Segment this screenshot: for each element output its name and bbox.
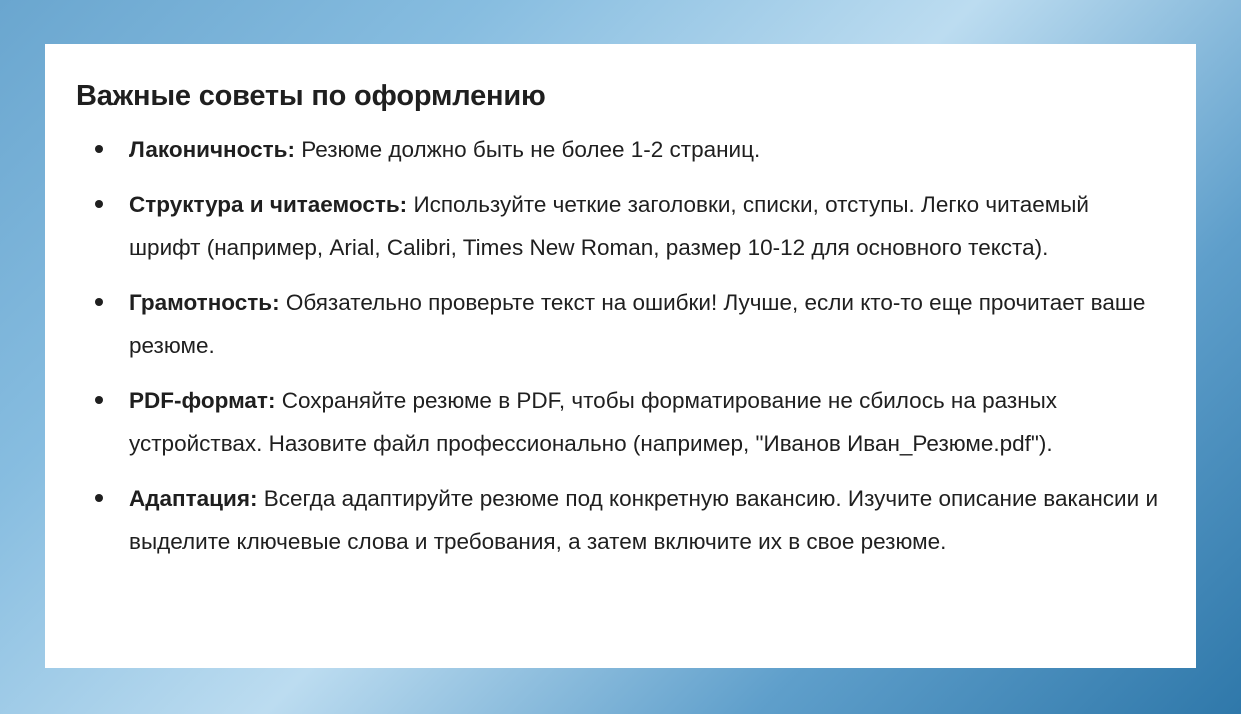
tip-text: Резюме должно быть не более 1-2 страниц. — [301, 137, 761, 162]
bullet-icon — [95, 145, 103, 153]
tip-text: Используйте четкие заголовки, списки, отступы. Легко читаемый шрифт (например, Arial, Calibri, Times New Roman, размер 10-12 для основного текста). — [129, 192, 1089, 260]
tip-item-structure — [76, 183, 1166, 269]
tip-item-literacy — [76, 281, 1166, 367]
tip-item-adaptation — [76, 477, 1166, 563]
bullet-icon — [95, 494, 103, 502]
content-card — [45, 44, 1196, 668]
page-title: Важные советы по оформлению — [76, 80, 546, 112]
tips-list — [76, 128, 1166, 563]
tip-title: PDF-формат: — [129, 388, 282, 413]
bullet-icon — [95, 298, 103, 306]
tip-text: Всегда адаптируйте резюме под конкретную вакансию. Изучите описание вакансии и выделите ключевые слова и требования, а затем включите их в свое резюме. — [129, 486, 1159, 554]
bullet-icon — [95, 200, 103, 208]
tip-title: Лаконичность: — [129, 137, 302, 162]
tip-title: Структура и читаемость: — [129, 192, 414, 217]
tip-title: Грамотность: — [129, 290, 286, 315]
tip-item-conciseness — [76, 128, 1166, 171]
tip-text: Обязательно проверьте текст на ошибки! Лучше, если кто-то еще прочитает ваше резюме. — [129, 290, 1146, 358]
tip-text: Сохраняйте резюме в PDF, чтобы форматирование не сбилось на разных устройствах. Назовите файл профессионально (например, "Иванов Иван_Резюме.pdf"). — [129, 388, 1058, 456]
tip-title: Адаптация: — [129, 486, 264, 511]
bullet-icon — [95, 396, 103, 404]
tip-item-pdf-format — [76, 379, 1166, 465]
